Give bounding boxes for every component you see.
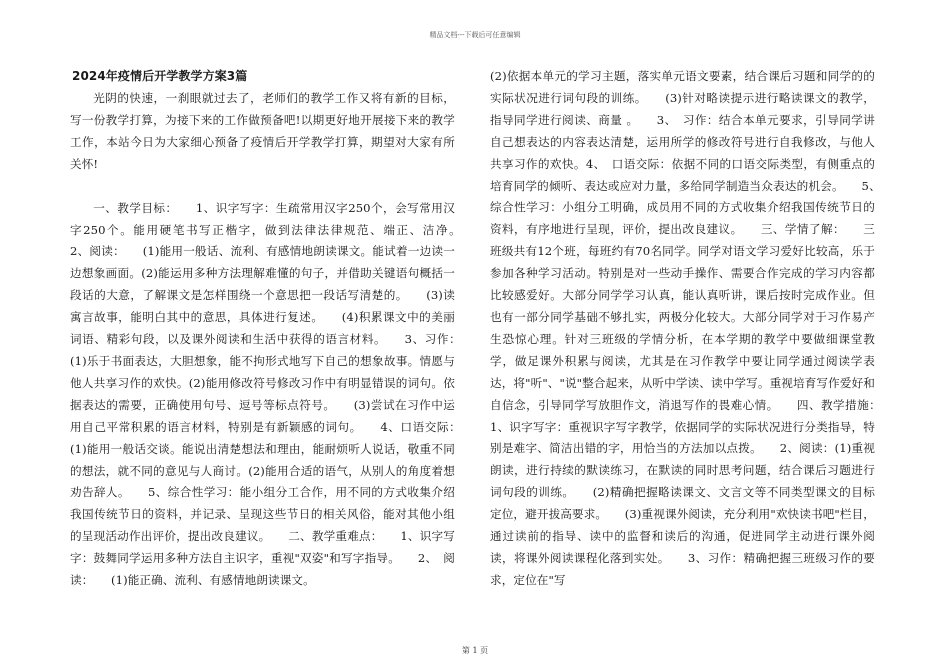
- page-number: 第 1 页: [461, 646, 489, 655]
- intro-paragraph: 光阴的快速，一刹眼就过去了，老师们的教学工作又将有新的目标，写一份教学打算，为接下来的工作做预备吧!以期更好地开展接下来的教学工作，本站今日为大家细心预备了疫情后开学教学打算，期望对大家有所关怀!: [70, 91, 455, 171]
- left-body-text: 一、教学目标： 1、识字写字：生疏常用汉字250个，会写常用汉字250个。能用硬笔书写正楷字，做到法律法律规范、端正、洁净。 2、阅读： (1)能用一般话、流利、有感情地朗读课文。能试着一边读一边想象画面。(2)能运用多种方法理解难懂的句子，并借助关键语句概括一段话的大意，了解课文是怎样围绕一个意思把一段话写清楚的。 (3)读寓言故事，能明白其中的意思，具体进行复述。 (4)积累课文中的美丽 词语、精彩句段，以及课外阅读和生活中获得的语言材料。 3、习作： (1)乐于书面表达，大胆想象，能不拘形式地写下自己的想象故事。情愿与他人共享习作的欢快。(2)能用修改符号修改习作中有明显错误的词句。依据表达的需要，正确使用句号、逗号等标点符号。 (3)尝试在习作中运用自己平常积累的语言材料，特别是有新颖感的词句。 4、口语交际： (1)能用一般话交谈。能说出清楚想法和理由，能耐烦听人说话，敬重不同的想法，就不同的意见与人商讨。(2)能用合适的语气，从别人的角度着想劝告辞人。 5、综合性学习：能小组分工合作，用不同的方式收集介绍我国传统节日的资料，并记录、呈现这些节日的相关风俗，能对其他小组的呈现活动作出评价，提出改良建议。 二、教学重难点： 1、识字写字：鼓舞同学运用多种方法自主识字，重视"双姿"和写字指导。 2、 阅读： (1)能正确、流利、有感情地朗读课文。: [70, 200, 479, 588]
- right-body-text: (2)依据本单元的学习主题，落实单元语文要素，结合课后习题和同学的的实际状况进行词句段的训练。 (3)针对略读提示进行略读课文的教学，指导同学进行阅读、商量 。 3、 习作：结合本单元要求，引导同学讲自己想表达的内容表达清楚，运用所学的修改符号进行自我修改，与他人共享习作的欢快。4、 口语交际：依据不同的口语交际类型，有侧重点的培育同学的倾听、表达或应对力量，多给同学制造当众表达的机会。 5、 综合性学习：小组分工明确，成员用不同的方式收集介绍我国传统节日的资料，有序地进行呈现，评价，提出改良建议。 三、学情了解： 三班级共有12个班，每班约有70名同学。同学对语文学习爱好比较高，乐于参加各种学习活动。特别是对一些动手操作、需要合作完成的学习内容都比较感爱好。大部分同学学习认真，能认真听讲，课后按时完成作业。但也有一部分同学基础不够扎实，两极分化较大。大部分同学对于习作易产生恐惊心理。针对三班级的学情分析，在本学期的教学中要做细课堂教学，做足课外积累与阅读，尤其是在习作教学中要让同学通过阅读学表达，将"听"、"说"整合起来，从听中学读、读中学写。重视培育写作爱好和自信念，引导同学写放胆作文，消退写作的畏难心情。 四、教学措施： 1、识字写字：重视识字写字教学，依据同学的实际状况进行分类指导，特别是难字、简洁出错的字，用恰当的方法加以点拨。 2、阅读：(1)重视朗读，进行持续的默读练习，在默读的同时思考问题，结合课后习题进行词句段的训练。 (2)精确把握略读课文、文言文等不同类型课文的目标定位，避开拔高要求。 (3)重视课外阅读，充分利用"欢快读书吧"栏目，通过读前的指导、读中的监督和读后的沟通，促进同学主动进行课外阅读，将课外阅读课程化落到实处。 3、习作：精确把握三班级习作的要求，定位在"写: [490, 69, 899, 587]
- left-column: [70, 66, 479, 592]
- page-header: 精品文档---下载后可任意编辑: [429, 31, 521, 39]
- paragraph-gap: [70, 176, 455, 198]
- document-title: 2024年疫情后开学教学方案3篇: [72, 69, 248, 83]
- right-column: [490, 66, 899, 592]
